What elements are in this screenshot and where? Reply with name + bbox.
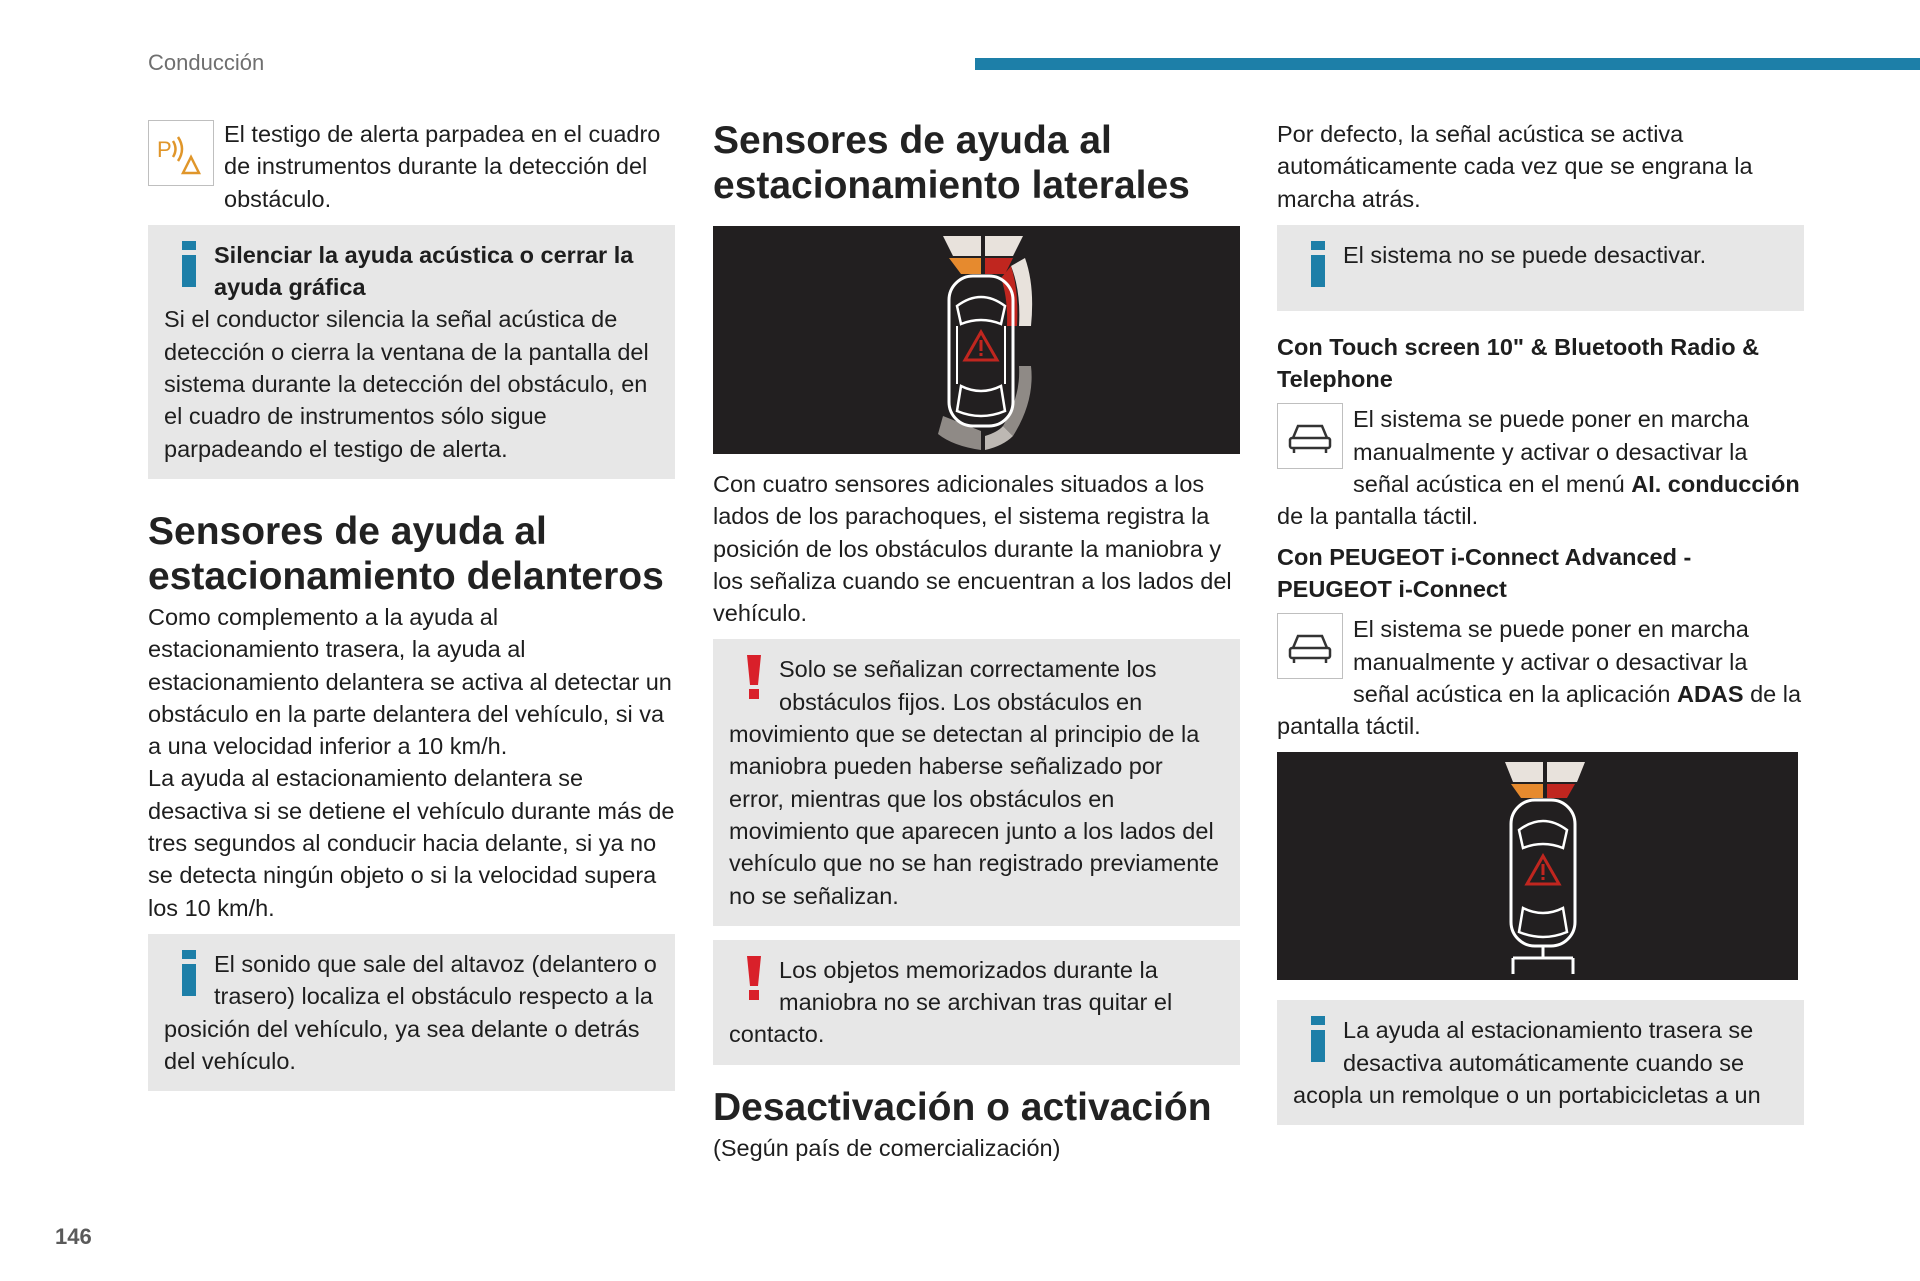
touch-screen-text [1277,403,1804,532]
note-body: El sistema no se puede desactivar. [1343,241,1707,268]
svg-text:P: P [157,137,172,162]
warning-exclamation-icon [729,653,779,713]
note-body: El sonido que sale del altavoz (delantero o trasero) localiza el obstáculo respecto a la posición del vehículo, ya sea delante o detrás del vehículo. [164,950,657,1074]
iconnect-text-b: de la pantalla táctil. [1277,680,1802,740]
header-accent-bar [975,58,1920,70]
front-paragraph-1: Como complemento a la ayuda al estacionamiento trasera, la ayuda al estacionamiento delantera se activa al detectar un obstáculo en la parte delantera del vehículo, si va a una velocidad inferior a 10 km/h. [148,603,672,760]
column-left [148,118,675,1091]
app-name-adas: ADAS [1676,680,1744,707]
subheading-iconnect: Con PEUGEOT i-Connect Advanced - PEUGEOT i-Connect [1277,543,1692,602]
note-body: Si el conductor silencia la señal acústica de detección o cierra la ventana de la pantalla del sistema durante la detección del obstáculo, en el cuadro de instrumentos sólo sigue parpadeando el testigo de alerta. [164,306,649,462]
front-paragraph-2: La ayuda al estacionamiento delantera se desactiva si se detiene el vehículo durante más de tres segundos al conducir hacia delante, si ya no se detecta ningún objeto o si la velocidad supera los 10 km/h. [148,765,675,921]
deactivation-subtitle: (Según país de comercialización) [713,1134,1061,1161]
warning-note-memorized [713,940,1240,1065]
note-body: La ayuda al estacionamiento trasera se desactiva automáticamente cuando se acopla un remolque o un portabicicletas a un [1293,1017,1761,1109]
trailer-illustration [1277,752,1798,980]
car-top-view-trailer [1277,752,1798,980]
column-right [1277,118,1804,1125]
subheading-touch-screen: Con Touch screen 10" & Bluetooth Radio & Telephone [1277,333,1760,393]
warning-note-fixed-obstacles [713,639,1240,925]
side-paragraph-1: Con cuatro sensores adicionales situados a los lados de los parachoques, el sistema registra la posición de los obstáculos durante la maniobra y los señaliza cuando se encuentran a los lados del vehículo. [713,471,1232,627]
info-note-cannot-deactivate [1277,225,1804,311]
info-note-silence [148,225,675,479]
page-number: 146 [55,1224,92,1249]
park-assist-warning-icon [148,120,214,186]
heading-front-sensors: Sensores de ayuda al estacionamiento delanteros [148,509,664,598]
touch-screen-text-b: de la pantalla táctil. [1277,503,1479,530]
section-title: Conducción [148,50,265,75]
side-sensors-illustration [713,226,1240,454]
car-settings-icon [1277,613,1343,679]
info-icon [1293,239,1343,299]
note-body: Los objetos memorizados durante la maniobra no se archivan tras quitar el contacto. [729,956,1173,1048]
heading-deactivation: Desactivación o activación [713,1085,1212,1129]
warning-exclamation-icon [729,954,779,1014]
note-body: Solo se señalizan correctamente los obstáculos fijos. Los obstáculos en movimiento que se detectan al principio de la maniobra pueden haberse señalizado por error, mientras que los obstáculos en movimiento que aparecen junto a los lados del vehículo que no se han registrado previamente no se señalizan. [729,656,1219,909]
iconnect-text [1277,613,1804,742]
car-top-view-side-sensors [713,226,1234,454]
info-icon [164,948,214,1008]
note-title: Silenciar la ayuda acústica o cerrar la ayuda gráfica [214,241,634,301]
warning-light-text: El testigo de alerta parpadea en el cuadro de instrumentos durante la detección del obstáculo. [224,121,661,212]
column-middle [713,118,1240,1164]
touch-screen-text-a: El sistema se puede poner en marcha manualmente y activar o desactivar la señal acústica en el menú [1353,406,1749,498]
info-icon [1293,1014,1343,1074]
iconnect-text-a: El sistema se puede poner en marcha manualmente y activar o desactivar la señal acústica en la aplicación [1353,616,1749,707]
info-icon [164,239,214,299]
default-text: Por defecto, la señal acústica se activa automáticamente cada vez que se engrana la marcha atrás. [1277,121,1753,212]
menu-name-ai-conduccion: AI. conducción [1631,471,1800,498]
info-note-speaker [148,934,675,1091]
info-note-trailer [1277,1000,1804,1125]
car-settings-icon [1277,403,1343,469]
heading-side-sensors: Sensores de ayuda al estacionamiento laterales [713,119,1190,207]
